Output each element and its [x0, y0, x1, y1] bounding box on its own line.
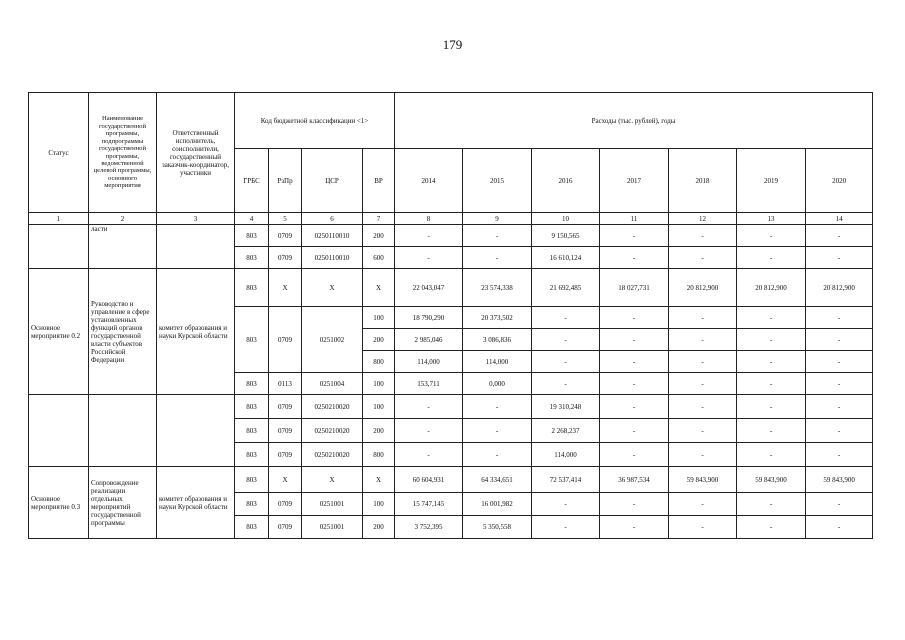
value-cell: - [669, 395, 737, 419]
value-cell: - [737, 419, 806, 443]
value-cell: - [532, 351, 600, 373]
value-cell: 3 752,395 [395, 516, 463, 539]
column-number: 6 [302, 213, 363, 225]
vr-cell: 800 [363, 443, 395, 467]
rzpr-cell: 0709 [269, 395, 302, 419]
value-cell: 16 610,124 [532, 247, 600, 269]
column-number: 8 [395, 213, 463, 225]
responsible-cell [157, 395, 235, 467]
grbs-cell: 803 [235, 307, 269, 373]
column-number: 2 [89, 213, 157, 225]
value-cell: - [532, 493, 600, 516]
table-row [29, 467, 873, 493]
header-row [29, 93, 873, 149]
csr-cell: X [302, 269, 363, 307]
table-row [29, 225, 873, 247]
csr-cell: X [302, 467, 363, 493]
value-cell: - [806, 225, 873, 247]
grbs-cell: 803 [235, 467, 269, 493]
table-row [29, 395, 873, 419]
value-cell: - [737, 351, 806, 373]
table-body [29, 225, 873, 539]
value-cell: - [737, 247, 806, 269]
value-cell: 2 985,046 [395, 329, 463, 351]
value-cell: - [669, 329, 737, 351]
vr-cell: 200 [363, 419, 395, 443]
csr-cell: 0250210020 [302, 395, 363, 419]
value-cell: - [395, 443, 463, 467]
value-cell: - [532, 373, 600, 395]
value-cell: - [806, 443, 873, 467]
grbs-cell: 803 [235, 395, 269, 419]
responsible-cell: комитет образования и науки Курской области [157, 467, 235, 539]
column-number: 11 [600, 213, 669, 225]
name-cell [89, 395, 157, 467]
value-cell: - [669, 419, 737, 443]
value-cell: 36 987,534 [600, 467, 669, 493]
vr-cell: 100 [363, 373, 395, 395]
value-cell: - [395, 225, 463, 247]
value-cell: 16 001,982 [463, 493, 532, 516]
rzpr-cell: 0113 [269, 373, 302, 395]
value-cell: 22 043,047 [395, 269, 463, 307]
value-cell: - [600, 225, 669, 247]
responsible-cell [157, 225, 235, 269]
value-cell: - [532, 516, 600, 539]
value-cell: - [669, 247, 737, 269]
value-cell: 20 812,900 [737, 269, 806, 307]
value-cell: - [395, 419, 463, 443]
value-cell: - [737, 395, 806, 419]
status-cell [29, 225, 89, 269]
value-cell: 3 086,836 [463, 329, 532, 351]
csr-cell: 0250210020 [302, 443, 363, 467]
value-cell: 59 843,900 [806, 467, 873, 493]
vr-cell: 100 [363, 395, 395, 419]
value-cell: - [600, 307, 669, 329]
value-cell: - [669, 443, 737, 467]
csr-cell: 0251001 [302, 516, 363, 539]
vr-cell: 100 [363, 493, 395, 516]
rzpr-cell: 0709 [269, 443, 302, 467]
header-year: 2015 [463, 149, 532, 213]
rzpr-cell: 0709 [269, 225, 302, 247]
value-cell: 20 373,502 [463, 307, 532, 329]
grbs-cell: 803 [235, 419, 269, 443]
column-number: 1 [29, 213, 89, 225]
header-grbs: ГРБС [235, 149, 269, 213]
status-cell: Основное мероприятие 0.2 [29, 269, 89, 395]
vr-cell: 200 [363, 516, 395, 539]
header-name: Наименование государственной программы, подпрограммы государственной программы, ведомственной целевой программы, основного мероприятия [89, 93, 157, 213]
value-cell: 114,000 [532, 443, 600, 467]
rzpr-cell: 0709 [269, 419, 302, 443]
budget-table [28, 92, 873, 539]
value-cell: - [737, 225, 806, 247]
value-cell: 59 843,900 [669, 467, 737, 493]
rzpr-cell: X [269, 467, 302, 493]
rzpr-cell: X [269, 269, 302, 307]
value-cell: - [669, 225, 737, 247]
value-cell: - [806, 351, 873, 373]
value-cell: - [463, 247, 532, 269]
value-cell: 20 812,900 [669, 269, 737, 307]
vr-cell: 600 [363, 247, 395, 269]
value-cell: - [806, 395, 873, 419]
column-number: 13 [737, 213, 806, 225]
value-cell: - [600, 351, 669, 373]
value-cell: 20 812,900 [806, 269, 873, 307]
value-cell: - [532, 307, 600, 329]
value-cell: 60 604,931 [395, 467, 463, 493]
vr-cell: 200 [363, 225, 395, 247]
csr-cell: 0251004 [302, 373, 363, 395]
rzpr-cell: 0709 [269, 307, 302, 373]
header-year: 2016 [532, 149, 600, 213]
rzpr-cell: 0709 [269, 516, 302, 539]
value-cell: 19 310,248 [532, 395, 600, 419]
rzpr-cell: 0709 [269, 247, 302, 269]
csr-cell: 0250110010 [302, 225, 363, 247]
grbs-cell: 803 [235, 443, 269, 467]
column-number: 3 [157, 213, 235, 225]
value-cell: - [806, 247, 873, 269]
value-cell: - [737, 443, 806, 467]
value-cell: - [463, 443, 532, 467]
header-year: 2014 [395, 149, 463, 213]
value-cell: 153,711 [395, 373, 463, 395]
column-number: 4 [235, 213, 269, 225]
value-cell: - [737, 307, 806, 329]
value-cell: - [600, 516, 669, 539]
column-number: 5 [269, 213, 302, 225]
value-cell: 23 574,338 [463, 269, 532, 307]
header-year: 2020 [806, 149, 873, 213]
value-cell: - [463, 419, 532, 443]
header-rzpr: РзПр [269, 149, 302, 213]
column-number: 10 [532, 213, 600, 225]
value-cell: 114,000 [463, 351, 532, 373]
header-budget-code: Код бюджетной классификации <1> [235, 93, 395, 149]
value-cell: - [600, 493, 669, 516]
value-cell: - [463, 395, 532, 419]
value-cell: - [669, 351, 737, 373]
value-cell: - [806, 329, 873, 351]
value-cell: - [669, 516, 737, 539]
grbs-cell: 803 [235, 493, 269, 516]
vr-cell: 800 [363, 351, 395, 373]
header-expenses: Расходы (тыс. рублей), годы [395, 93, 873, 149]
status-cell [29, 395, 89, 467]
vr-cell: X [363, 467, 395, 493]
value-cell: 15 747,145 [395, 493, 463, 516]
header-year: 2017 [600, 149, 669, 213]
value-cell: 21 692,485 [532, 269, 600, 307]
grbs-cell: 803 [235, 269, 269, 307]
value-cell: - [600, 247, 669, 269]
csr-cell: 0251002 [302, 307, 363, 373]
responsible-cell: комитет образования и науки Курской области [157, 269, 235, 395]
value-cell: - [600, 395, 669, 419]
column-number: 9 [463, 213, 532, 225]
vr-cell: X [363, 269, 395, 307]
column-number: 14 [806, 213, 873, 225]
vr-cell: 100 [363, 307, 395, 329]
value-cell: - [600, 373, 669, 395]
grbs-cell: 803 [235, 247, 269, 269]
rzpr-cell: 0709 [269, 493, 302, 516]
value-cell: 9 150,565 [532, 225, 600, 247]
value-cell: - [737, 516, 806, 539]
csr-cell: 0250110010 [302, 247, 363, 269]
name-cell: ласти [89, 225, 157, 269]
value-cell: 0,000 [463, 373, 532, 395]
value-cell: 18 027,731 [600, 269, 669, 307]
header-responsible: Ответственный исполнитель, соисполнители, государственный заказчик-координатор, участники [157, 93, 235, 213]
status-cell: Основное мероприятие 0.3 [29, 467, 89, 539]
name-cell: Руководство и управление в сфере установленных функций органов государственной власти субъектов Российской Федерации [89, 269, 157, 395]
value-cell: 72 537,414 [532, 467, 600, 493]
value-cell: - [395, 395, 463, 419]
value-cell: - [395, 247, 463, 269]
column-number: 7 [363, 213, 395, 225]
column-number-row [29, 213, 873, 225]
value-cell: - [737, 373, 806, 395]
header-year: 2019 [737, 149, 806, 213]
value-cell: 2 268,237 [532, 419, 600, 443]
header-csr: ЦСР [302, 149, 363, 213]
value-cell: - [737, 493, 806, 516]
value-cell: - [737, 329, 806, 351]
value-cell: - [532, 329, 600, 351]
grbs-cell: 803 [235, 516, 269, 539]
vr-cell: 200 [363, 329, 395, 351]
grbs-cell: 803 [235, 373, 269, 395]
value-cell: - [600, 329, 669, 351]
page-number: 179 [442, 37, 463, 52]
grbs-cell: 803 [235, 225, 269, 247]
value-cell: - [669, 307, 737, 329]
value-cell: - [806, 493, 873, 516]
value-cell: 59 843,900 [737, 467, 806, 493]
header-status: Статус [29, 93, 89, 213]
table-row [29, 269, 873, 307]
header-year: 2018 [669, 149, 737, 213]
value-cell: 5 350,558 [463, 516, 532, 539]
name-cell: Сопровождение реализации отдельных мероприятий государственной программы [89, 467, 157, 539]
csr-cell: 0250210020 [302, 419, 363, 443]
value-cell: 114,000 [395, 351, 463, 373]
value-cell: 64 334,651 [463, 467, 532, 493]
value-cell: - [806, 516, 873, 539]
value-cell: - [669, 493, 737, 516]
value-cell: - [463, 225, 532, 247]
csr-cell: 0251001 [302, 493, 363, 516]
value-cell: - [600, 443, 669, 467]
value-cell: 18 790,290 [395, 307, 463, 329]
value-cell: - [669, 373, 737, 395]
column-number: 12 [669, 213, 737, 225]
value-cell: - [806, 373, 873, 395]
value-cell: - [806, 307, 873, 329]
value-cell: - [806, 419, 873, 443]
header-vr: ВР [363, 149, 395, 213]
value-cell: - [600, 419, 669, 443]
